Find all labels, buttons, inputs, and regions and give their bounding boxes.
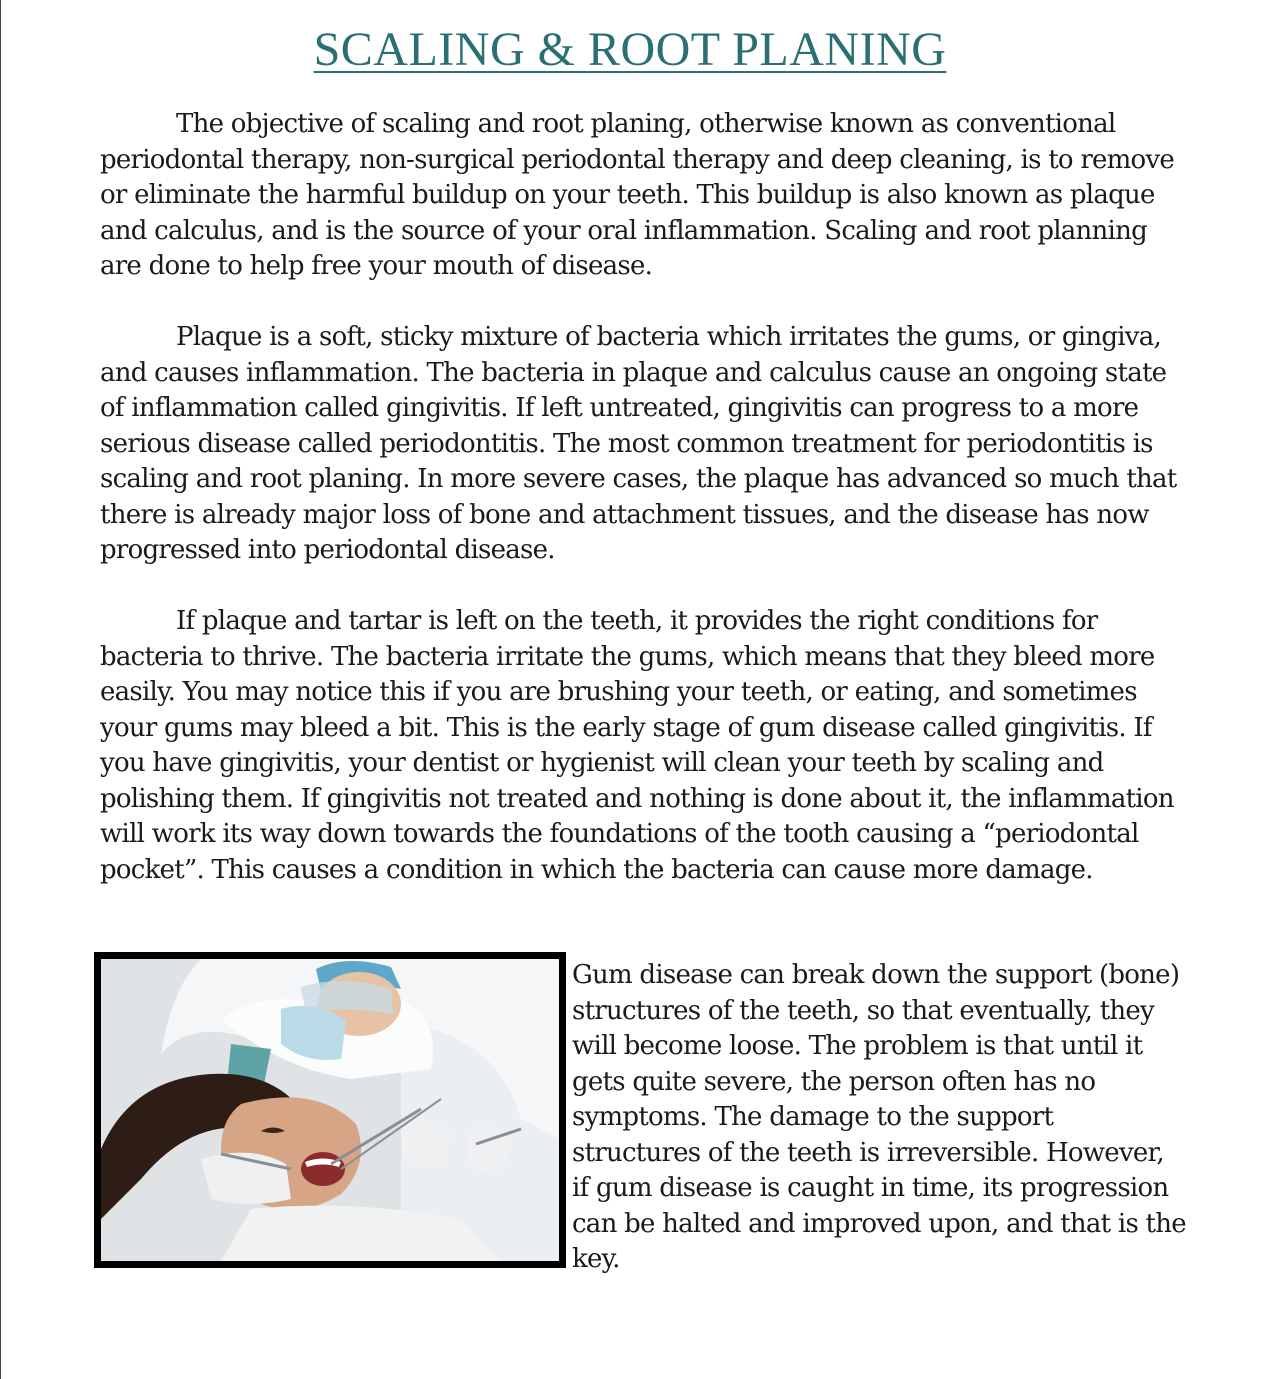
page-title — [0, 22, 1260, 77]
page-edge — [0, 0, 1, 1379]
paragraph-objective: The objective of scaling and root planing, otherwise known as conventional periodontal therapy, non-surgical periodontal therapy and deep cleaning, is to remove or eliminate the harmful buildup on your teeth. This buildup is also known as plaque and calculus, and is the source of your oral inflammation. Scaling and root planning are done to help free your mouth of disease. — [100, 109, 1175, 281]
paragraph-tartar: If plaque and tartar is left on the teeth, it provides the right conditions for bacteria to thrive. The bacteria irritate the gums, which means that they bleed more easily. You may notice this if you are brushing your teeth, or eating, and sometimes your gums may bleed a bit. This is the early stage of gum disease called gingivitis. If you have gingivitis, your dentist or hygienist will clean your teeth by scaling and polishing them. If gingivitis not treated and nothing is done about it, the inflammation will work its way down towards the foundations of the tooth causing a “periodontal pocket”. This causes a condition in which the bacteria can cause more damage. — [100, 606, 1174, 885]
paragraph-gum-disease: Gum disease can break down the support (bone) structures of the teeth, so that eventually, they will become loose. The problem is that until it gets quite severe, the person often has no symptoms. The damage to the support structures of the teeth is irreversible. However, if gum disease is caught in time, its progression can be halted and improved upon, and that is the key. — [572, 960, 1186, 1274]
paragraph-plaque: Plaque is a soft, sticky mixture of bacteria which irritates the gums, or gingiva, and causes inflammation. The bacteria in plaque and calculus cause an ongoing state of inflammation called gingivitis. If left untreated, gingivitis can progress to a more serious disease called periodontitis. The most common treatment for periodontitis is scaling and root planing. In more severe cases, the plaque has advanced so much that there is already major loss of bone and attachment tissues, and the disease has now progressed into periodontal disease. — [100, 322, 1177, 565]
dental-exam-illustration — [101, 959, 559, 1261]
article-body — [100, 107, 1185, 924]
dental-exam-photo — [94, 952, 566, 1268]
page-title-text: SCALING & ROOT PLANING — [313, 23, 947, 76]
